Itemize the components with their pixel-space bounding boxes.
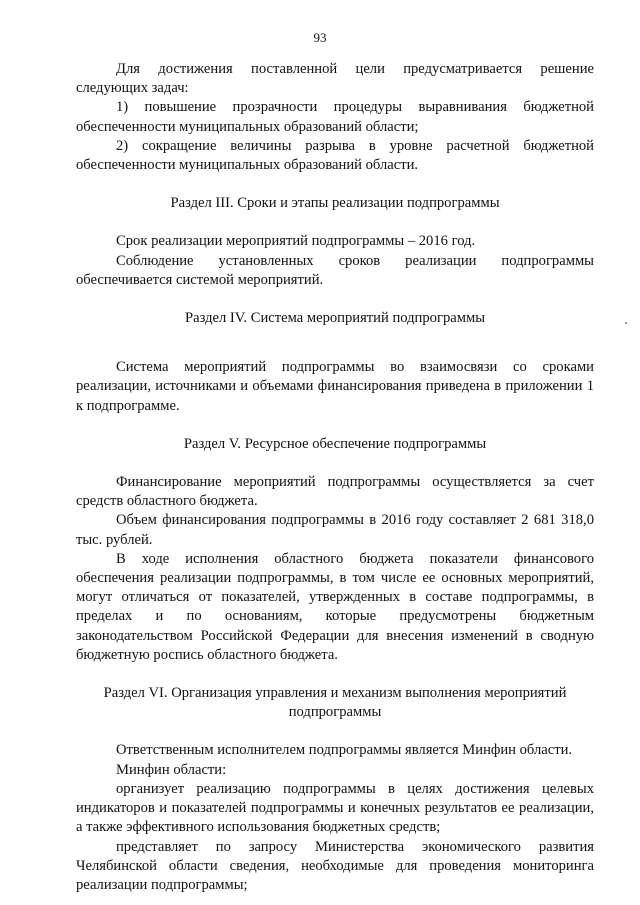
section-6-paragraph-3: организует реализацию подпрограммы в целях достижения целевых индикаторов и показателей подпрограммы и конечных результатов ее реализации, а также эффективного использования бюджетных средств;	[76, 780, 594, 836]
section-5-paragraph-1: Финансирование мероприятий подпрограммы осуществляется за счет средств областного бюджета.	[76, 474, 594, 510]
section-6-paragraph-4: представляет по запросу Министерства экономического развития Челябинской области сведения, необходимые для проведения мониторинга реализации подпрограммы;	[76, 838, 594, 893]
section-6-paragraph-1: Ответственным исполнителем подпрограммы является Минфин области.	[116, 742, 573, 759]
document-body	[76, 60, 594, 895]
section-5-heading: Раздел V. Ресурсное обеспечение подпрограммы	[183, 435, 487, 452]
section-3-paragraph-1: Срок реализации мероприятий подпрограммы – 2016 год.	[116, 233, 476, 250]
section-4-heading: Раздел IV. Система мероприятий подпрограммы	[184, 310, 485, 327]
section-6-paragraph-2: Минфин области:	[116, 761, 227, 778]
task-item-2: 2) сокращение величины разрыва в уровне расчетной бюджетной обеспеченности муниципальных образований области.	[76, 137, 594, 174]
section-6-heading-line-1: Раздел VI. Организация управления и механизм выполнения мероприятий	[103, 685, 567, 702]
task-item-1: 1) повышение прозрачности процедуры выравнивания бюджетной обеспеченности муниципальных образований области;	[76, 99, 594, 135]
section-3-heading: Раздел III. Сроки и этапы реализации подпрограммы	[170, 195, 500, 212]
section-5-paragraph-3: В ходе исполнения областного бюджета показатели финансового обеспечения реализации подпрограммы, в том числе ее основных мероприятий, могут отличаться от показателей, утвержденных в составе подпрограммы, в пределах и по основаниям, которые предусмотрены бюджетным законодательством Российской Федерации для внесения изменений в сводную бюджетную роспись областного бюджета.	[76, 550, 594, 663]
section-4-paragraph-1: Система мероприятий подпрограммы во взаимосвязи со сроками реализации, источниками и объемами финансирования приведена в приложении 1 к подпрограмме.	[76, 359, 594, 414]
section-6-heading-line-2: подпрограммы	[288, 704, 382, 721]
scan-speck	[625, 322, 627, 324]
page-number: 93	[313, 30, 327, 45]
section-5-paragraph-2: Объем финансирования подпрограммы в 2016 году составляет 2 681 318,0 тыс. рублей.	[76, 512, 594, 548]
section-3-paragraph-2: Соблюдение установленных сроков реализации подпрограммы обеспечивается системой мероприятий.	[76, 252, 594, 288]
intro-paragraph: Для достижения поставленной цели предусматривается решение следующих задач:	[76, 61, 594, 97]
